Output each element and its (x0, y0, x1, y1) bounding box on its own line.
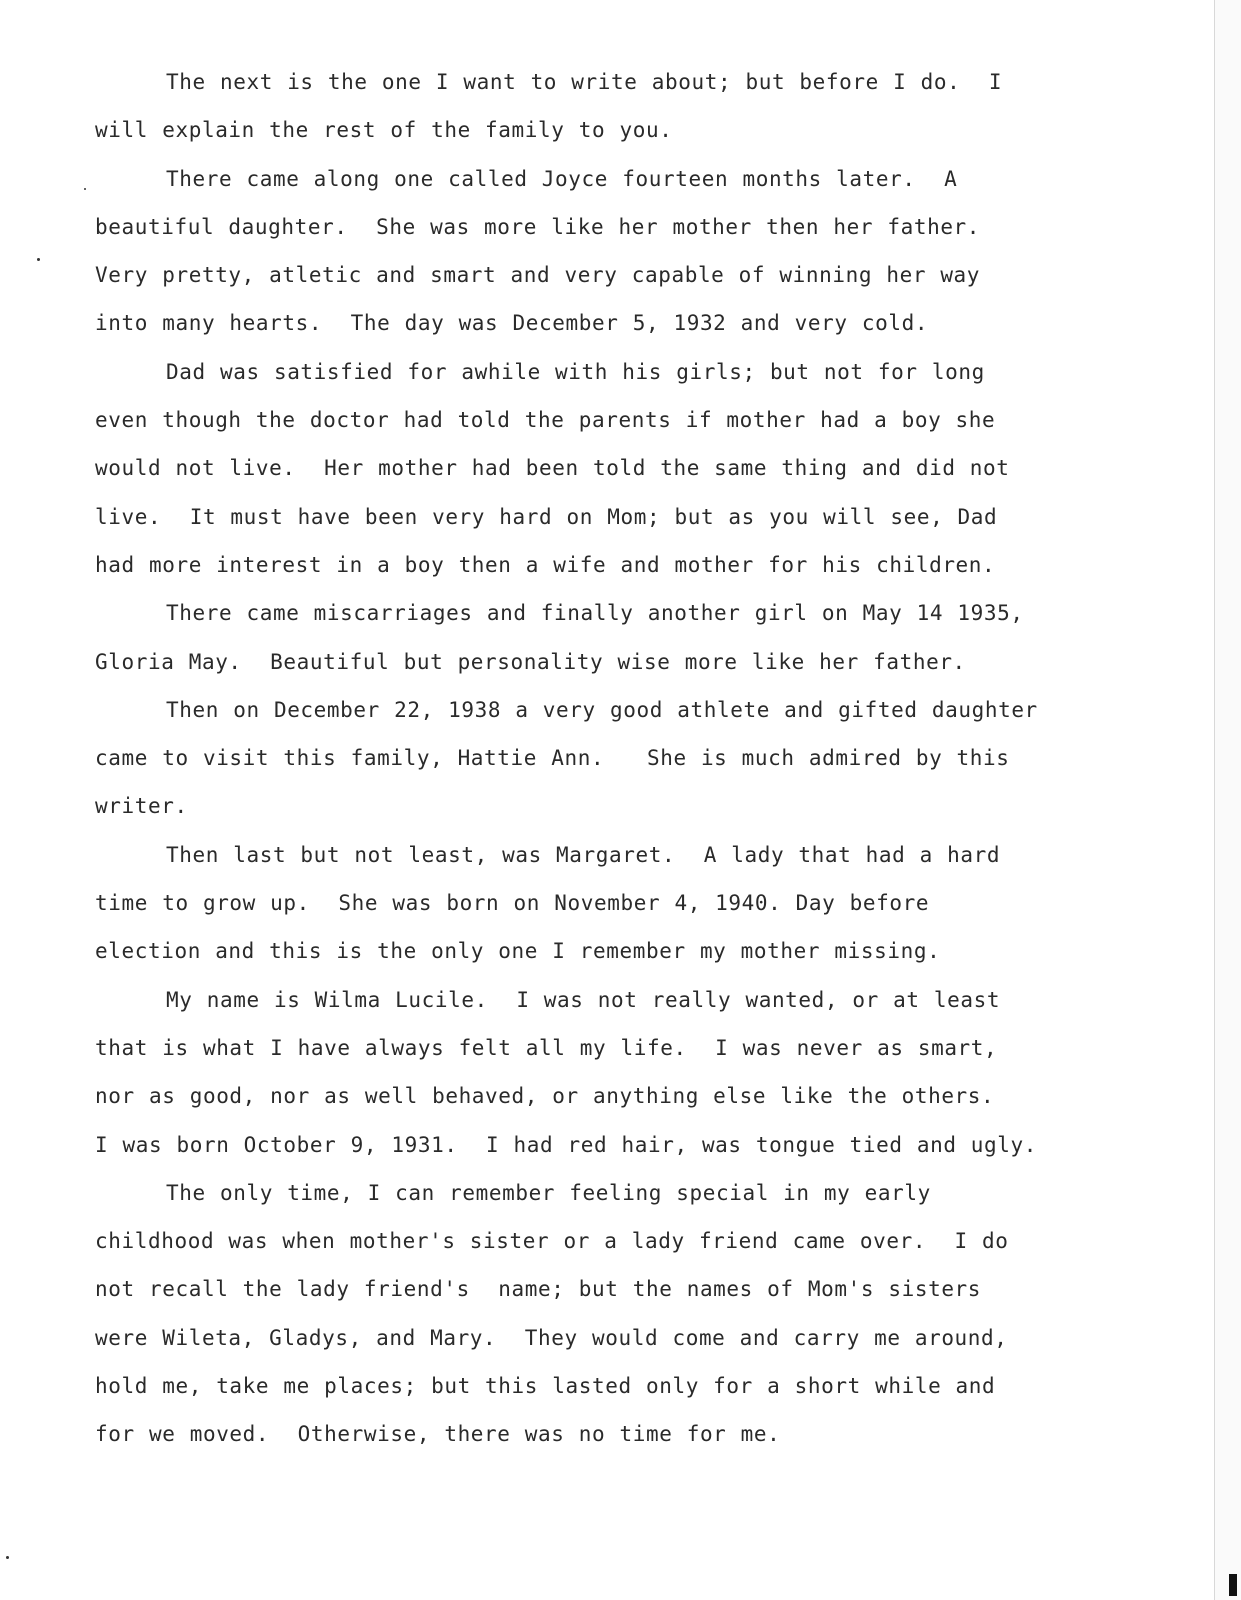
scan-speck (6, 1556, 9, 1559)
text-line: My name is Wilma Lucile. I was not really wanted, or at least (166, 987, 1001, 1012)
text-line: Very pretty, atletic and smart and very capable of winning her way (95, 263, 981, 288)
text-line: even though the doctor had told the parents if mother had a boy she (95, 408, 996, 433)
text-line: live. It must have been very hard on Mom; but as you will see, Dad (95, 504, 998, 529)
text-line: Then on December 22, 1938 a very good athlete and gifted daughter (166, 697, 1038, 722)
text-line: had more interest in a boy then a wife and mother for his children. (95, 552, 996, 577)
text-line: would not live. Her mother had been told the same thing and did not (95, 456, 1010, 481)
text-line: into many hearts. The day was December 5, 1932 and very cold. (95, 311, 929, 336)
scan-speck (37, 258, 40, 261)
text-line: Then last but not least, was Margaret. A lady that had a hard (166, 842, 1001, 867)
text-line: that is what I have always felt all my life. I was never as smart, (95, 1035, 998, 1060)
text-line: beautiful daughter. She was more like her mother then her father. (95, 214, 981, 239)
text-line: writer. (95, 794, 188, 819)
text-line: were Wileta, Gladys, and Mary. They would come and carry me around, (95, 1325, 1008, 1350)
page-edge (1214, 0, 1241, 1600)
text-line: I was born October 9, 1931. I had red hair, was tongue tied and ugly. (95, 1132, 1038, 1157)
text-line: nor as good, nor as well behaved, or anything else like the others. (95, 1084, 995, 1109)
text-line: The next is the one I want to write about; but before I do. I (166, 70, 1003, 94)
text-line: came to visit this family, Hattie Ann. She is much admired by this (95, 746, 1010, 771)
text-line: Dad was satisfied for awhile with his girls; but not for long (166, 359, 985, 384)
text-line: hold me, take me places; but this lasted only for a short while and (95, 1374, 996, 1399)
text-line: Gloria May. Beautiful but personality wise more like her father. (95, 649, 966, 674)
scan-speck (84, 188, 86, 190)
text-line: not recall the lady friend's name; but the names of Mom's sisters (95, 1277, 982, 1302)
body-text (95, 58, 1115, 1459)
text-line: for we moved. Otherwise, there was no time for me. (95, 1422, 781, 1447)
text-line: The only time, I can remember feeling special in my early (166, 1180, 931, 1205)
text-line: will explain the rest of the family to you. (95, 118, 673, 143)
text-line: childhood was when mother's sister or a lady friend came over. I do (95, 1229, 1009, 1254)
text-line: time to grow up. She was born on November 4, 1940. Day before (95, 891, 930, 916)
scan-corner-mark (1229, 1574, 1237, 1596)
text-line: election and this is the only one I remember my mother missing. (95, 939, 941, 964)
text-line: There came miscarriages and finally another girl on May 14 1935, (166, 601, 1024, 626)
text-line: There came along one called Joyce fourteen months later. A (166, 166, 958, 191)
